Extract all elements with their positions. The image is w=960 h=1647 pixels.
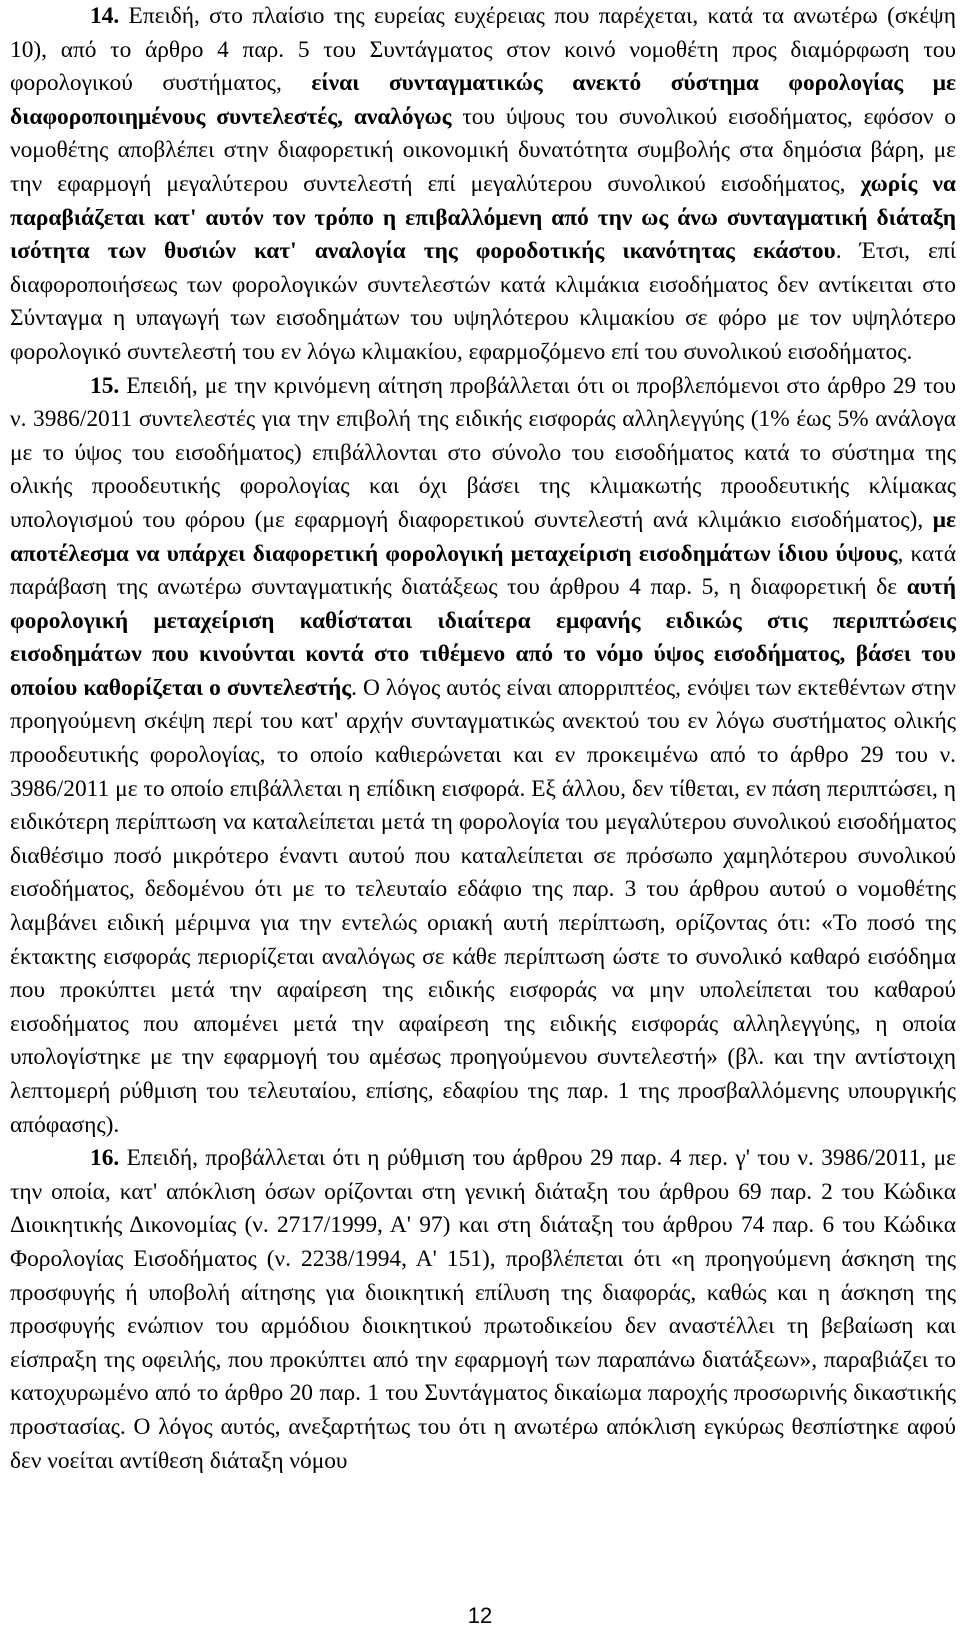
- text-run: Επειδή, προβάλλεται ότι η ρύθμιση του άρθρου 29 παρ. 4 περ. γ' του ν. 3986/2011, με την οποία, κατ' απόκλιση όσων ορίζονται στη γενική διάταξη του άρθρου 69 παρ. 2 του Κώδικα Διοικητικής Δικονομίας (ν. 2717/1999, Α' 97) και στη διάταξη του άρθρου 74 παρ. 6 του Κώδικα Φορολογίας Εισοδήματος (ν. 2238/1994, Α' 151), προβλέπεται ότι «η προηγούμενη άσκηση της προσφυγής ή υποβολή αίτησης για διοικητική επίλυση της διαφοράς, καθώς και η άσκηση της προσφυγής ενώπιον του αρμόδιου διοικητικού πρωτοδικείου δεν αναστέλλει τη βεβαίωση και είσπραξη της οφειλής, που προκύπτει από την εφαρμογή των παραπάνω διατάξεων», παραβιάζει το κατοχυρωμένο από το άρθρο 20 παρ. 1 του Συντάγματος δικαίωμα παροχής προσωρινής δικαστικής προστασίας. Ο λόγος αυτός, ανεξαρτήτως του ότι η ανωτέρω απόκλιση εγκύρως θεσπίστηκε αφού δεν νοείται αντίθεση διάταξη νόμου: [10, 1145, 956, 1474]
- paragraph-14: [10, 0, 956, 370]
- paragraph-number: 15.: [90, 372, 120, 399]
- text-run: Επειδή, με την κρινόμενη αίτηση προβάλλεται ότι οι προβλεπόμενοι στο άρθρο 29 του ν. 3986/2011 συντελεστές για την επιβολή της ειδικής εισφοράς αλληλεγγύης (1% έως 5% ανάλογα με το ύψος του εισοδήματος) επιβάλλονται στο σύνολο του εισοδήματος κατά το σύστημα της ολικής προοδευτικής φορολογίας και όχι βάσει της κλιμακωτής προοδευτικής κλίμακας υπολογισμού του φόρου (με εφαρμογή διαφορετικού συντελεστή ανά κλιμάκιο εισοδήματος),: [10, 372, 956, 533]
- paragraph-15: [10, 370, 956, 1143]
- page-number: 12: [467, 1603, 493, 1628]
- document-page: [10, 0, 956, 1478]
- text-run: , κατά παράβαση της ανωτέρω συνταγματικής διατάξεως του άρθρου 4 παρ. 5, η διαφορετική δε: [10, 540, 957, 601]
- paragraph-number: 16.: [90, 1145, 120, 1172]
- bold-text-run: με αποτέλεσμα να υπάρχει διαφορετική φορολογική μεταχείριση εισοδημάτων ίδιου ύψους: [10, 506, 956, 567]
- text-run: Επειδή, στο πλαίσιο της ευρείας ευχέρειας που παρέχεται, κατά τα ανωτέρω (σκέψη 10), από το άρθρο 4 παρ. 5 του Συντάγματος στον κοινό νομοθέτη προς διαμόρφωση του φορολογικού συστήματος,: [10, 3, 956, 97]
- text-run: . Έτσι, επί διαφοροποιήσεως των φορολογικών συντελεστών κατά κλιμάκια εισοδήματος δεν αντίκειται στο Σύνταγμα η υπαγωγή των εισοδημάτων του υψηλότερου κλιμακίου σε φόρο με τον υψηλότερο φορολογικό συντελεστή του εν λόγω κλιμακίου, εφαρμοζόμενο επί του συνολικού εισοδήματος.: [10, 238, 956, 365]
- text-run: . Ο λόγος αυτός είναι απορριπτέος, ενόψει των εκτεθέντων στην προηγούμενη σκέψη περί του κατ' αρχήν συνταγματικώς ανεκτού του εν λόγω συστήματος ολικής προοδευτικής φορολογίας, το οποίο καθιερώνεται και εν προκειμένω από το άρθρο 29 του ν. 3986/2011 με το οποίο επιβάλλεται η επίδικη εισφορά. Εξ άλλου, δεν τίθεται, εν πάση περιπτώσει, η ειδικότερη περίπτωση να καταλείπεται μετά τη φορολογία του μεγαλύτερου συνολικού εισοδήματος διαθέσιμο ποσό μικρότερο έναντι αυτού που καταλείπεται σε πρόσωπο χαμηλότερου συνολικού εισοδήματος, δεδομένου ότι με το τελευταίο εδάφιο της παρ. 3 του άρθρου αυτού ο νομοθέτης λαμβάνει ειδική μέριμνα για την εντελώς οριακή αυτή περίπτωση, ορίζοντας ότι: «Το ποσό της έκτακτης εισφοράς περιορίζεται αναλόγως σε κάθε περίπτωση ώστε το συνολικό καθαρό εισόδημα που προκύπτει μετά την αφαίρεση της ειδικής εισφοράς να μην υπολείπεται του καθαρού εισοδήματος που απομένει μετά την αφαίρεση της ειδικής εισφοράς αλληλεγγύης, η οποία υπολογίστηκε με την εφαρμογή του αμέσως προηγούμενου συντελεστή» (βλ. και την αντίστοιχη λεπτομερή ρύθμιση του τελευταίου, επίσης, εδαφίου της παρ. 1 της προσβαλλόμενης υπουργικής απόφασης).: [10, 674, 956, 1138]
- paragraph-16: [10, 1142, 956, 1478]
- text-run: του ύψους του συνολικού εισοδήματος, εφόσον ο νομοθέτης αποβλέπει στην διαφορετική οικονομική δυνατότητα συμβολής στα δημόσια βάρη, με την εφαρμογή μεγαλύτερου συντελεστή επί μεγαλύτερου συνολικού εισοδήματος,: [10, 103, 956, 197]
- bold-text-run: είναι συνταγματικώς ανεκτό σύστημα φορολογίας με διαφοροποιημένους συντελεστές, αναλόγως: [10, 70, 956, 130]
- bold-text-run: αυτή φορολογική μεταχείριση καθίσταται ιδιαίτερα εμφανής ειδικώς στις περιπτώσεις εισοδημάτων που κινούνται κοντά στο τιθέμενο από το νόμο ύψος εισοδήματος, βάσει του οποίου καθορίζεται ο συντελεστής: [10, 574, 956, 701]
- paragraph-number: 14.: [90, 3, 120, 29]
- bold-text-run: χωρίς να παραβιάζεται κατ' αυτόν τον τρόπο η επιβαλλόμενη από την ως άνω συνταγματική διάταξη ισότητα των θυσιών κατ' αναλογία της φοροδοτικής ικανότητας εκάστου: [10, 170, 956, 265]
